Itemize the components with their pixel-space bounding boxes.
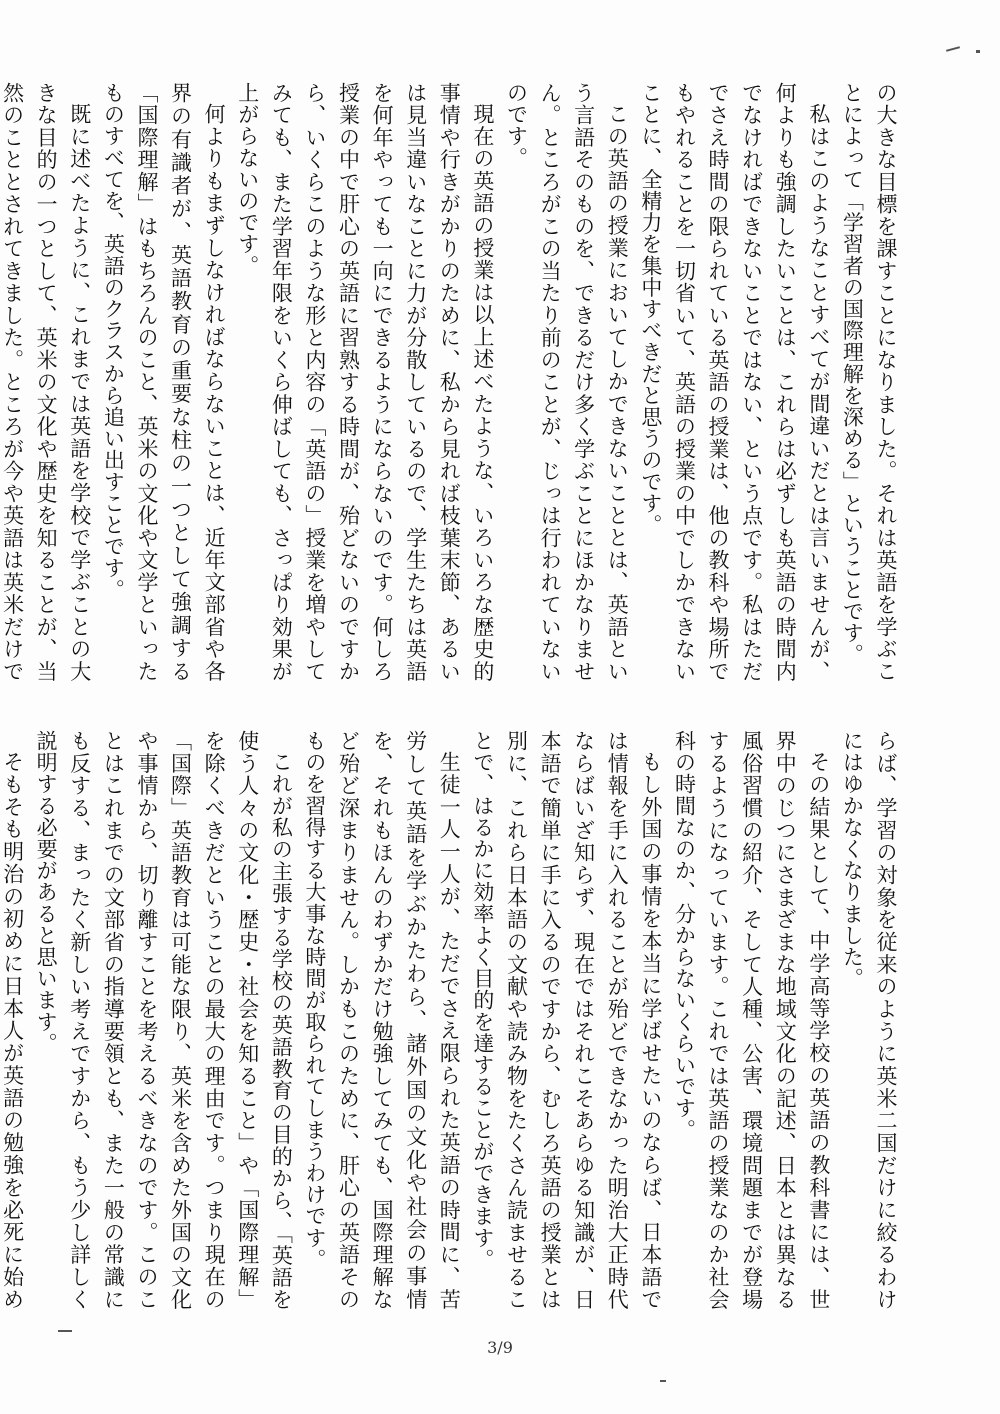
bottom-text-block [0,730,902,1310]
paragraph: もし外国の事情を本当に学ばせたいのならば、日本語では情報を手に入れることが殆どできなかった明治大正時代ならばいざ知らず、現在ではそれこそあらゆる知識が、日本語で簡単に手に入るのですから、むしろ英語の授業とは別に、これら日本語の文献や読み物をたくさん読ませることで、はるかに効率よく目的を達することができます。 [470,730,663,1310]
paragraph: この英語の授業においてしかできないこととは、英語という言語そのものを、できるだけ多く学ぶことにほかなりません。ところがこの当たり前のことが、じっは行われていないのです。 [504,82,630,682]
scan-artifact [946,46,960,52]
paragraph: らば、学習の対象を従来のように英米二国だけに絞るわけにはゆかなくなりました。 [840,730,898,1310]
paragraph: 何よりもまずしなければならないことは、近年文部省や各界の有識者が、英語教育の重要な柱の一つとして強調する「国際理解」はもちろんのこと、英米の文化や文学といったものすべてを、英語のクラスから追い出すことです。 [101,82,227,682]
paragraph: 既に述べたように、これまでは英語を学校で学ぶことの大きな目的の一つとして、英米の文化や歴史を知ることが、当然のこととされてきました。ところが今や英語は英米だけで [0,82,92,682]
scan-artifact [660,1380,666,1382]
paragraph: 現在の英語の授業は以上述べたような、いろいろな歴史的事情や行きがかりのために、私から見れば枝葉末節、あるいは見当違いなことに力が分散しているので、学生たちは英語を何年やっても一向にできるようにならないのです。何しろ授業の中で肝心の英語に習熟する時間が、殆どないのですから、いくらこのような形と内容の「英語の」授業を増やしてみても、また学習年限をいくら伸ばしても、さっぱり効果が上がらないのです。 [235,82,495,682]
paragraph: その結果として、中学高等学校の英語の教科書には、世界中のじつにさまざまな地域文化の記述、日本とは異なる風俗習慣の紹介、そして人種、公害、環境問題までが登場するようになっています。これでは英語の授業なのか社会科の時間なのか、分からないくらいです。 [672,730,831,1310]
top-text-block [0,82,902,682]
paragraph: 私はこのようなことすべてが間違いだとは言いませんが、何よりも強調したいことは、これらは必ずしも英語の時間内でなければできないことではない、という点です。私はただでさえ時間の限られている英語の授業は、他の教科や場所でもやれることを一切省いて、英語の授業の中でしかできないことに、全精力を集中すべきだと思うのです。 [638,82,831,682]
paragraph: 生徒一人一人が、ただでさえ限られた英語の時間に、苦労して英語を学ぶかたわら、諸外国の文化や社会の事情を、それもほんのわずかだけ勉強してみても、国際理解など殆ど深まりません。しかもこのために、肝心の英語そのものを習得する大事な時間が取られてしまうわけです。 [302,730,462,1310]
scan-artifact [58,1330,72,1332]
paragraph: の大きな目標を課すことになりました。それは英語を学ぶことによって「学習者の国際理解を深める」ということです。 [840,82,898,682]
paragraph: そもそも明治の初めに日本人が英語の勉強を必死に始め [0,751,25,1310]
paragraph: これが私の主張する学校の英語教育の目的から、「英語を使う人々の文化・歴史・社会を知ること」や「国際理解」を除くべきだということの最大の理由です。つまり現在の「国際」英語教育は可能な限り、英米を含めた外国の文化や事情から、切り離すことを考えるべきなのです。このことはこれまでの文部省の指導要領とも、また一般の常識にも反する、まったく新しい考えですから、もう少し詳しく説明する必要があると思います。 [34,730,294,1310]
scan-artifact [976,50,980,53]
page-number: 3/9 [487,1338,513,1357]
